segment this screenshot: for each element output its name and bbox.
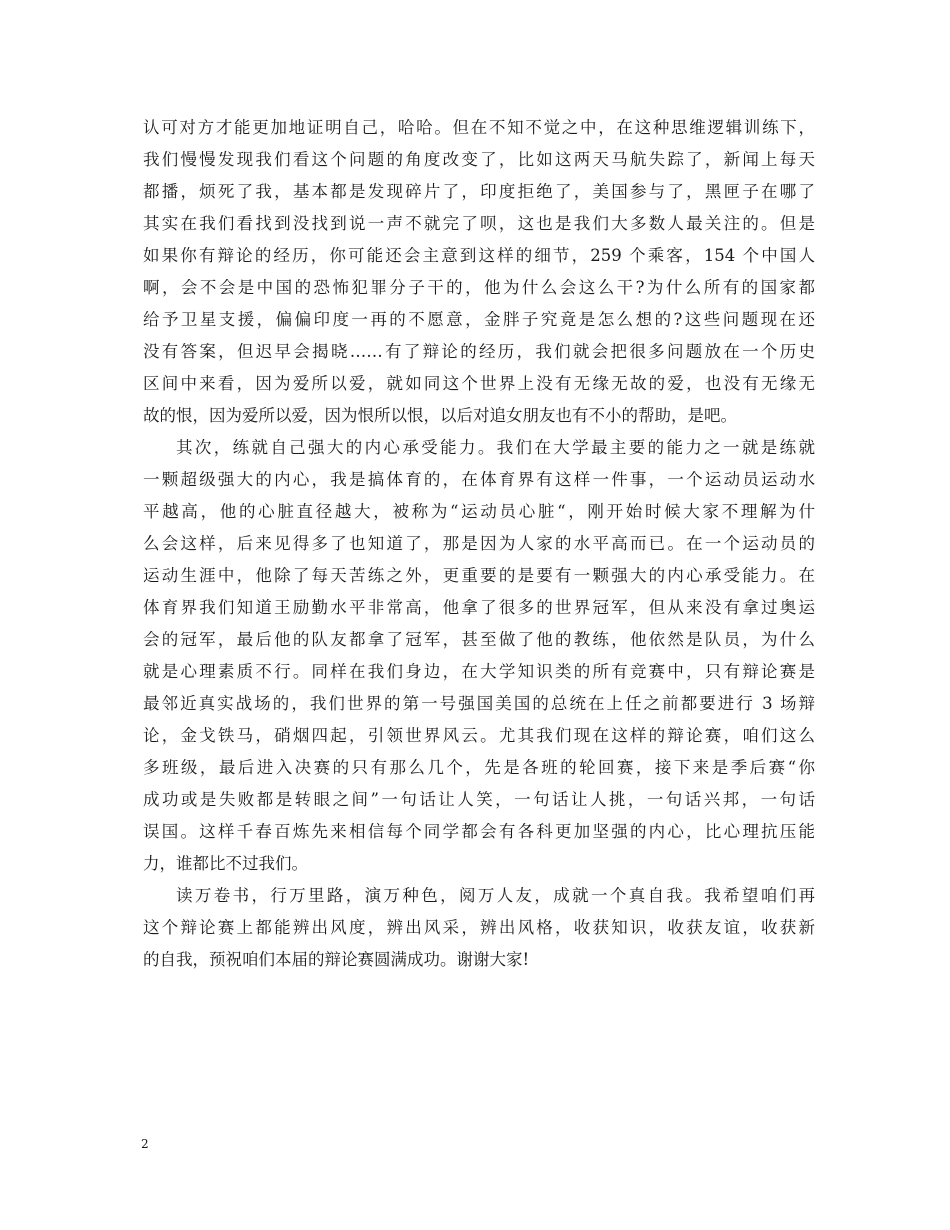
paragraph-line: 区间中来看，因为爱所以爱，就如同这个世界上没有无缘无故的爱，也没有无缘无 (143, 374, 815, 393)
paragraph-line: 运动生涯中，他除了每天苦练之外，更重要的是要有一颗强大的内心承受能力。在 (143, 566, 815, 585)
paragraph-line: 论，金戈铁马，硝烟四起，引领世界风云。尤其我们现在这样的辩论赛，咱们这么 (143, 726, 815, 745)
paragraph-line: 没有答案，但迟早会揭晓……有了辩论的经历，我们就会把很多问题放在一个历史 (143, 342, 815, 361)
paragraph-line: 啊，会不会是中国的恐怖犯罪分子干的，他为什么会这么干?为什么所有的国家都 (143, 278, 815, 297)
paragraph-line: 力，谁都比不过我们。 (143, 854, 308, 873)
paragraph-line: 成功或是失败都是转眼之间”一句话让人笑，一句话让人挑，一句话兴邦，一句话 (143, 790, 815, 809)
paragraph-line: 多班级，最后进入决赛的只有那么几个，先是各班的轮回赛，接下来是季后赛“你 (143, 758, 815, 777)
paragraph-line: 平越高，他的心脏直径越大，被称为“运动员心脏“，刚开始时候大家不理解为什 (143, 502, 815, 521)
paragraph-line: 其次，练就自己强大的内心承受能力。我们在大学最主要的能力之一就是练就 (176, 438, 815, 457)
body-text (143, 112, 815, 976)
paragraph-line: 最邻近真实战场的，我们世界的第一号强国美国的总统在上任之前都要进行 3 场辩 (143, 694, 815, 713)
paragraph (143, 880, 815, 976)
paragraph (143, 112, 815, 432)
paragraph-line: 么会这样，后来见得多了也知道了，那是因为人家的水平高而已。在一个运动员的 (143, 534, 815, 553)
paragraph-line: 的自我，预祝咱们本届的辩论赛圆满成功。谢谢大家! (143, 950, 530, 969)
page-number: 2 (141, 1137, 149, 1151)
paragraph-line: 一颗超级强大的内心，我是搞体育的，在体育界有这样一件事，一个运动员运动水 (143, 470, 815, 489)
paragraph-line: 体育界我们知道王励勤水平非常高，他拿了很多的世界冠军，但从来没有拿过奥运 (143, 598, 815, 617)
paragraph-line: 会的冠军，最后他的队友都拿了冠军，甚至做了他的教练，他依然是队员，为什么 (143, 630, 815, 649)
paragraph-line: 故的恨，因为爱所以爱，因为恨所以恨，以后对追女朋友也有不小的帮助，是吧。 (143, 406, 737, 425)
paragraph-line: 我们慢慢发现我们看这个问题的角度改变了，比如这两天马航失踪了，新闻上每天 (143, 150, 815, 169)
paragraph-line: 误国。这样千春百炼先来相信每个同学都会有各科更加坚强的内心，比心理抗压能 (143, 822, 815, 841)
paragraph-line: 就是心理素质不行。同样在我们身边，在大学知识类的所有竞赛中，只有辩论赛是 (143, 662, 815, 681)
paragraph-line: 都播，烦死了我，基本都是发现碎片了，印度拒绝了，美国参与了，黑匣子在哪了 (143, 182, 815, 201)
paragraph-line: 给予卫星支援，偏偏印度一再的不愿意，金胖子究竟是怎么想的?这些问题现在还 (143, 310, 815, 329)
paragraph-line: 这个辩论赛上都能辨出风度，辨出风采，辨出风格，收获知识，收获友谊，收获新 (143, 918, 815, 937)
paragraph-line: 读万卷书，行万里路，演万种色，阅万人友，成就一个真自我。我希望咱们再 (176, 886, 815, 905)
paragraph-line: 如果你有辩论的经历，你可能还会主意到这样的细节，259 个乘客，154 个中国人 (143, 246, 815, 265)
paragraph-line: 其实在我们看找到没找到说一声不就完了呗，这也是我们大多数人最关注的。但是 (143, 214, 815, 233)
paragraph (143, 432, 815, 880)
paragraph-line: 认可对方才能更加地证明自己，哈哈。但在不知不觉之中，在这种思维逻辑训练下， (143, 118, 815, 137)
